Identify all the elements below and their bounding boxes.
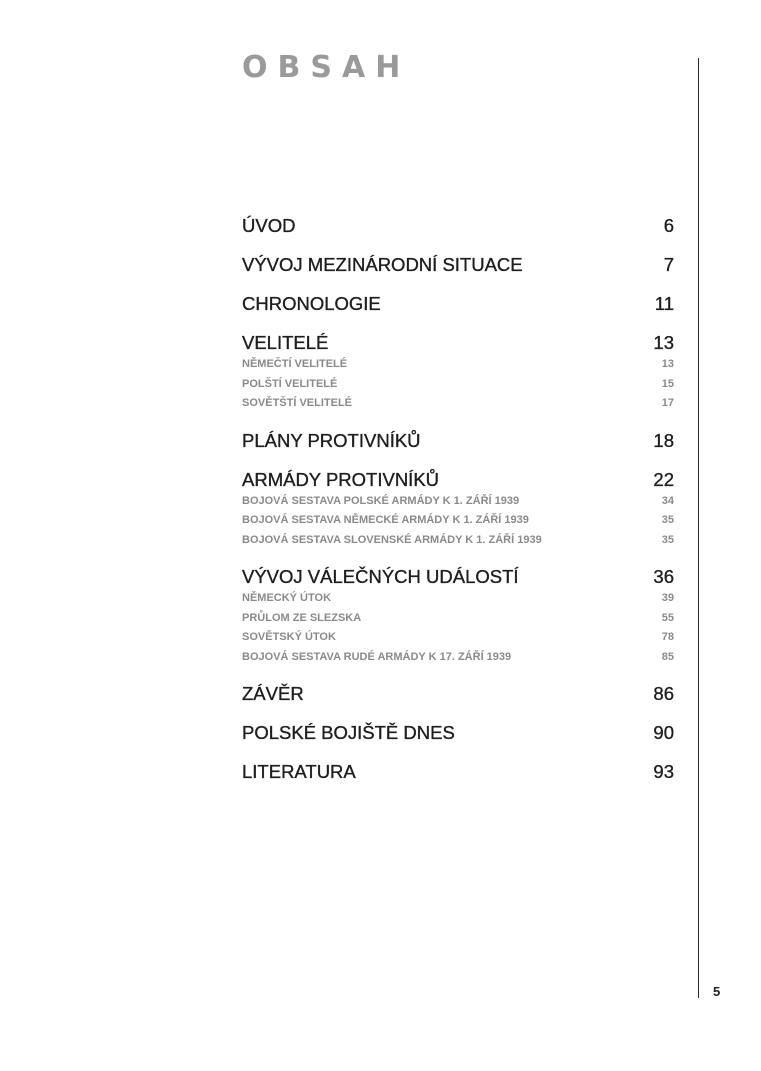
- toc-subsection-page: 39: [661, 592, 674, 604]
- toc-chapter-page: 36: [653, 566, 674, 587]
- toc-subsection-title: NĚMEČTÍ VELITELÉ: [242, 358, 348, 370]
- vertical-rule: [698, 58, 699, 998]
- toc-chapter-title: POLSKÉ BOJIŠTĚ DNES: [242, 722, 455, 743]
- toc-chapter-row[interactable]: [242, 565, 674, 589]
- toc-subsection-page: 35: [661, 514, 674, 526]
- toc-subsection-title: POLŠTÍ VELITELÉ: [242, 377, 338, 390]
- toc-subsection-title: BOJOVÁ SESTAVA NĚMECKÉ ARMÁDY K 1. ZÁŘÍ 1939: [242, 514, 529, 526]
- toc-chapter-page: 18: [653, 429, 674, 451]
- toc-spacer: [242, 453, 674, 468]
- toc-chapter-page: 22: [653, 468, 674, 490]
- toc-entry: [242, 331, 674, 414]
- toc-subsection-title: PRŮLOM ZE SLEZSKA: [242, 611, 362, 624]
- toc-subsection-row[interactable]: [242, 628, 674, 648]
- toc-chapter-row[interactable]: [242, 760, 674, 784]
- toc-subsection-page: 55: [661, 611, 674, 624]
- toc-chapter-title: LITERATURA: [242, 761, 356, 782]
- toc-entry: [242, 682, 674, 706]
- toc-chapter-page: 6: [663, 215, 674, 236]
- toc-subsection-row[interactable]: [242, 648, 674, 668]
- toc-chapter-title: ÚVOD: [242, 215, 296, 236]
- toc-subsection-title: NĚMECKÝ ÚTOK: [242, 592, 332, 604]
- toc-subsection-row[interactable]: [242, 492, 674, 512]
- toc-spacer: [242, 316, 674, 331]
- toc-chapter-title: VÝVOJ VÁLEČNÝCH UDÁLOSTÍ: [242, 566, 519, 587]
- toc-subsection-row[interactable]: [242, 609, 674, 629]
- toc-spacer: [242, 277, 674, 292]
- toc-subsection-row[interactable]: [242, 511, 674, 531]
- toc-subsection-row[interactable]: [242, 531, 674, 551]
- toc-chapter-row[interactable]: [242, 331, 674, 355]
- toc-spacer: [242, 667, 674, 682]
- toc-subsection-page: 78: [661, 631, 674, 643]
- toc-subsection-page: 85: [661, 650, 674, 663]
- table-of-contents: [242, 214, 674, 784]
- toc-chapter-row[interactable]: [242, 214, 674, 238]
- toc-chapter-title: VELITELÉ: [242, 332, 329, 353]
- toc-chapter-row[interactable]: [242, 429, 674, 453]
- toc-chapter-page: 86: [653, 683, 674, 704]
- page-title: OBSAH: [242, 50, 411, 85]
- toc-entry: [242, 429, 674, 453]
- toc-chapter-title: ZÁVĚR: [242, 683, 304, 704]
- toc-entry: [242, 253, 674, 277]
- toc-subsection-title: BOJOVÁ SESTAVA SLOVENSKÉ ARMÁDY K 1. ZÁŘÍ 1939: [242, 533, 542, 546]
- toc-chapter-page: 93: [653, 761, 674, 782]
- toc-chapter-row[interactable]: [242, 292, 674, 316]
- toc-spacer: [242, 238, 674, 253]
- toc-chapter-row[interactable]: [242, 682, 674, 706]
- toc-subsection-title: BOJOVÁ SESTAVA POLSKÉ ARMÁDY K 1. ZÁŘÍ 1939: [242, 494, 520, 507]
- toc-subsection-page: 13: [661, 358, 674, 370]
- toc-spacer: [242, 745, 674, 760]
- toc-chapter-title: VÝVOJ MEZINÁRODNÍ SITUACE: [242, 254, 523, 275]
- toc-subsection-row[interactable]: [242, 394, 674, 414]
- toc-spacer: [242, 706, 674, 721]
- toc-subsection-title: BOJOVÁ SESTAVA RUDÉ ARMÁDY K 17. ZÁŘÍ 1939: [242, 650, 512, 663]
- toc-chapter-page: 13: [653, 332, 674, 353]
- toc-entry: [242, 565, 674, 667]
- toc-subsection-page: 15: [661, 377, 674, 390]
- toc-entry: [242, 468, 674, 551]
- toc-entry: [242, 760, 674, 784]
- toc-subsection-page: 17: [661, 397, 674, 409]
- toc-chapter-title: CHRONOLOGIE: [242, 293, 381, 314]
- toc-chapter-page: 90: [653, 722, 674, 743]
- toc-entry: [242, 214, 674, 238]
- toc-chapter-row[interactable]: [242, 468, 674, 492]
- toc-entry: [242, 721, 674, 745]
- page-number: 5: [713, 984, 721, 999]
- toc-spacer: [242, 414, 674, 429]
- toc-chapter-row[interactable]: [242, 721, 674, 745]
- toc-entry: [242, 292, 674, 316]
- toc-subsection-row[interactable]: [242, 375, 674, 395]
- toc-chapter-row[interactable]: [242, 253, 674, 277]
- toc-chapter-page: 7: [663, 254, 674, 275]
- toc-subsection-row[interactable]: [242, 589, 674, 609]
- toc-chapter-title: PLÁNY PROTIVNÍKŮ: [242, 429, 421, 451]
- toc-subsection-title: SOVĚTSKÝ ÚTOK: [242, 631, 336, 643]
- toc-subsection-page: 35: [661, 533, 674, 546]
- toc-spacer: [242, 550, 674, 565]
- toc-subsection-page: 34: [661, 494, 674, 507]
- toc-chapter-page: 11: [654, 293, 674, 314]
- toc-chapter-title: ARMÁDY PROTIVNÍKŮ: [242, 468, 440, 490]
- toc-subsection-title: SOVĚTŠTÍ VELITELÉ: [242, 397, 353, 409]
- toc-subsection-row[interactable]: [242, 355, 674, 375]
